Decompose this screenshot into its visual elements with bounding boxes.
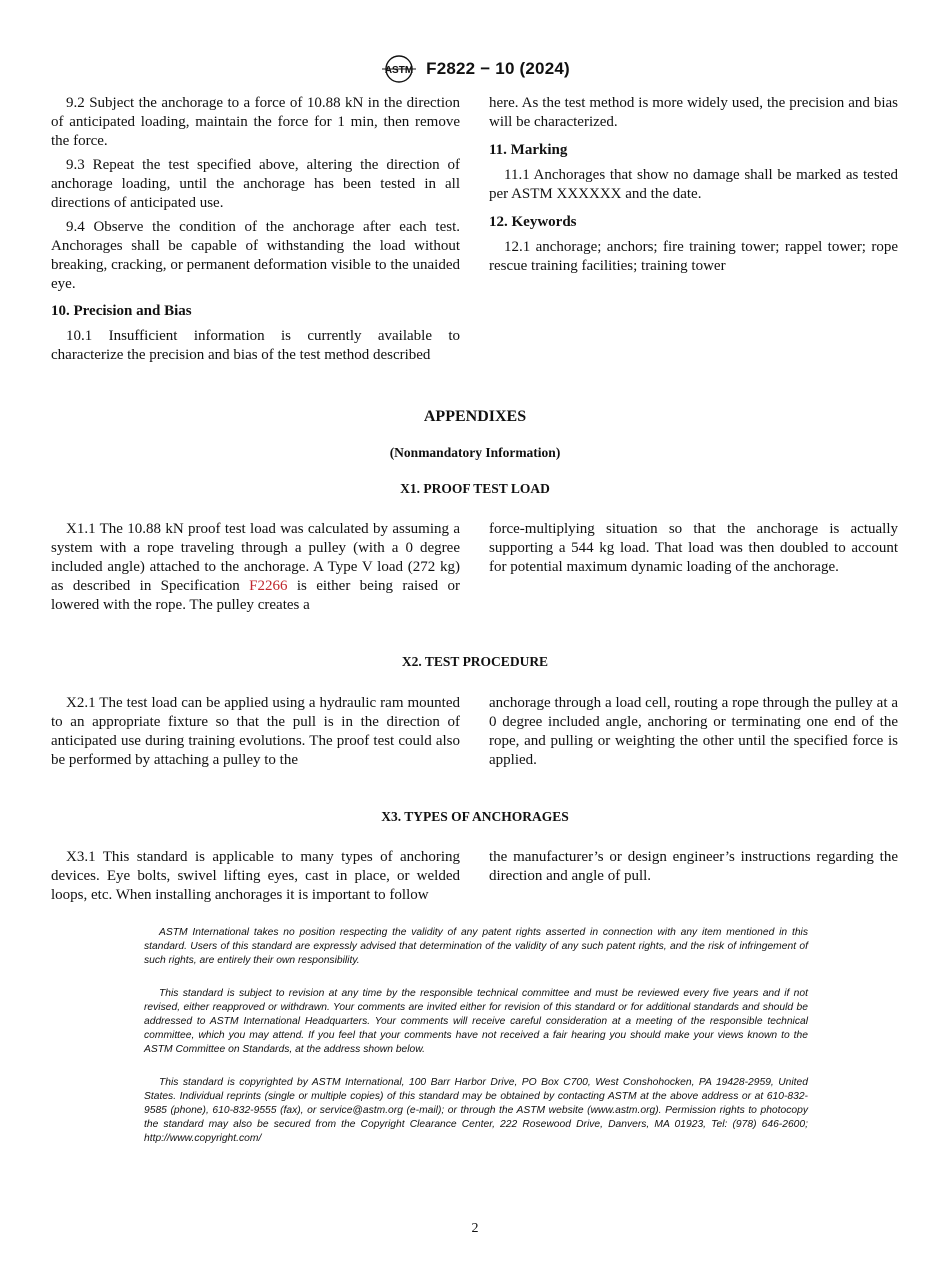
section-10-1-continued: here. As the test method is more widely used, the precision and bias will be characterized. — [489, 95, 898, 130]
appendixes-subtitle: (Nonmandatory Information) — [389, 445, 561, 460]
section-x3-1-continued: the manufacturer’s or design engineer’s instructions regarding the direction and angle of pull. — [489, 849, 898, 884]
heading-x3: X3. TYPES OF ANCHORAGES — [381, 809, 569, 824]
page-number: 2 — [471, 1221, 479, 1236]
section-x1-1: X1.1 The 10.88 kN proof test load was calculated by assuming a system with a rope traveling through a pulley (with a 0 degree included angle) attached to the anchorage. A Type V load (272 kg) as described in Specification F2266 is either being raised or lowered with the rope. The pulley creates a — [51, 521, 460, 613]
heading-marking: 11. Marking — [489, 142, 568, 158]
appendixes-title: APPENDIXES — [423, 408, 527, 425]
heading-x1: X1. PROOF TEST LOAD — [400, 481, 550, 496]
page-header — [0, 54, 950, 84]
x3-right-column — [489, 848, 898, 886]
copyright-notice: This standard is copyrighted by ASTM International, 100 Barr Harbor Drive, PO Box C700, West Conshohocken, PA 19428-2959, United States. Individual reprints (single or multiple copies) of this standard may be obtained by contacting ASTM at the above address or at 610-832-9585 (phone), 610-832-9555 (fax), or service@astm.org (e-mail); or through the ASTM website (www.astm.org). Permission rights to photocopy the standard may also be secured from the Copyright Clearance Center, 222 Rosewood Drive, Danvers, MA 01923, Tel: (978) 646-2600; http://www.copyright.com/ — [144, 1077, 808, 1144]
patent-notice: ASTM International takes no position respecting the validity of any patent rights asserted in connection with any item mentioned in this standard. Users of this standard are expressly advised that determination of the validity of any such patent rights, and the risk of infringement of such rights, are entirely their own responsibility. — [144, 927, 808, 966]
section-10-1: 10.1 Insufficient information is currently available to characterize the precision and bias of the test method described — [51, 328, 460, 363]
x2-left-column — [51, 694, 460, 770]
section-11-1: 11.1 Anchorages that show no damage shall be marked as tested per ASTM XXXXXX and the date. — [489, 167, 898, 202]
heading-keywords: 12. Keywords — [489, 214, 577, 230]
section-9-2: 9.2 Subject the anchorage to a force of 10.88 kN in the direction of anticipated loading, maintain the force for 1 min, then remove the force. — [51, 95, 460, 149]
x1-right-column — [489, 520, 898, 577]
x3-left-column — [51, 848, 460, 905]
x1-left-column — [51, 520, 460, 615]
section-x3-1: X3.1 This standard is applicable to many types of anchoring devices. Eye bolts, swivel lifting eyes, cast in place, or welded loops, etc. When installing anchorages it is important to follow — [51, 849, 460, 903]
footer-notes — [144, 926, 808, 1165]
revision-notice: This standard is subject to revision at any time by the responsible technical committee and must be reviewed every five years and if not revised, either reapproved or withdrawn. Your comments are invited either for revision of this standard or for additional standards and should be addressed to ASTM International Headquarters. Your comments will receive careful consideration at a meeting of the responsible technical committee, which you may attend. If you feel that your comments have not received a fair hearing you should make your views known to the ASTM Committee on Standards, at the address shown below. — [144, 988, 808, 1055]
x2-right-column — [489, 694, 898, 770]
section-9-4: 9.4 Observe the condition of the anchorage after each test. Anchorages shall be capable of withstanding the load without breaking, cracking, or permanent deformation visible to the unaided eye. — [51, 219, 460, 292]
top-right-column — [489, 94, 898, 276]
heading-precision-bias: 10. Precision and Bias — [51, 303, 192, 319]
section-x2-1: X2.1 The test load can be applied using a hydraulic ram mounted to an appropriate fixture so that the pull is in the direction of anticipated use during training evolutions. The proof test could also be performed by attaching a pulley to the — [51, 695, 460, 768]
section-9-3: 9.3 Repeat the test specified above, altering the direction of anchorage loading, until the anchorage has been tested in all directions of anticipated use. — [51, 157, 460, 211]
astm-logo-icon — [380, 54, 418, 84]
svg-text:ASTM: ASTM — [384, 65, 414, 76]
section-x1-1-continued: force-multiplying situation so that the anchorage is actually supporting a 544 kg load. That load was then doubled to account for potential maximum dynamic loading of the anchorage. — [489, 521, 898, 575]
section-x2-1-continued: anchorage through a load cell, routing a rope through the pulley at a 0 degree included angle, anchoring or terminating one end of the rope, and pulling or weighting the other until the specified force is applied. — [489, 695, 898, 768]
section-12-1: 12.1 anchorage; anchors; fire training tower; rappel tower; rope rescue training facilities; training tower — [489, 239, 898, 274]
standard-designation: F2822 − 10 (2024) — [426, 59, 570, 78]
top-left-column — [51, 94, 460, 365]
heading-x2: X2. TEST PROCEDURE — [401, 654, 549, 669]
link-f2266[interactable]: F2266 — [249, 578, 288, 594]
